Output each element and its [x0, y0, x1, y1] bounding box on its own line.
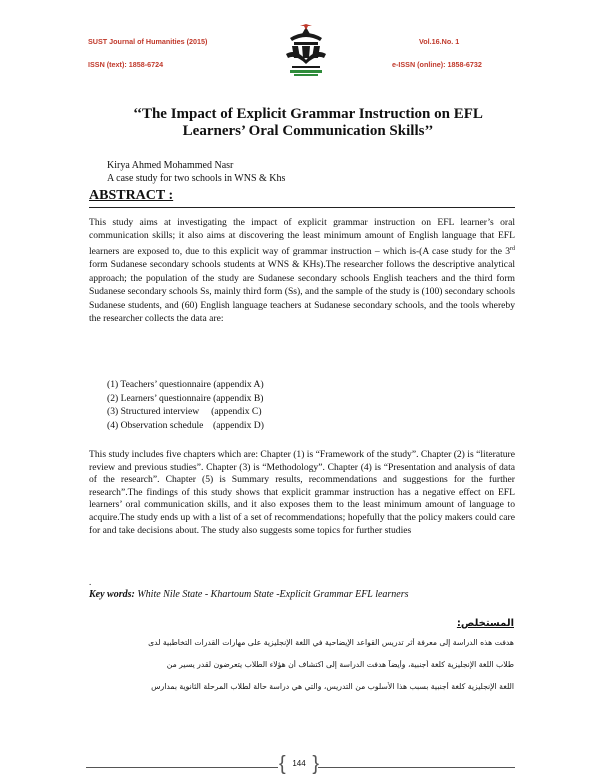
arabic-line: هدفت هذه الدراسة إلى معرفة أثر تدريس القواعد الإيضاحية في اللغة الإنجليزية على مهارات القدرات التخاطبية لدى [148, 638, 514, 647]
journal-name: SUST Journal of Humanities (2015) [88, 37, 208, 46]
arabic-line: اللغة الإنجليزية كلغة أجنبية بسبب هذا الأسلوب من التدريس، والتي هي دراسة حالة لطلاب المرحلة الثانوية بمدارس [151, 682, 514, 691]
keywords-label: Key words: [89, 589, 135, 600]
abstract-paragraph-2: This study includes five chapters which are: Chapter (1) is “Framework of the study”. Chapter (2) is “literature review and previous studies”. Chapter (3) is “Methodology”. Chapter (4) is “Presentation and analysis of data of the research”. Chapter (5) is Summary results, recommendations and suggestions for the further research”.The findings of this study shows that explicit grammar instruction has a negative effect on EFL learners’ oral communication skills, and it also exposes them to the least minimum amount of language to acquire.The study ends up with a list of a set of recommendations; hopefully that the policy makers could care for and take decisions about. The study also suggests some topics for further studies [89, 449, 515, 536]
author-block [107, 159, 285, 185]
keywords-value: White Nile State - Khartoum State -Explicit Grammar EFL learners [134, 589, 409, 600]
list-item: (2) Learners’ questionnaire (appendix B) [107, 392, 264, 404]
author-name: Kirya Ahmed Mohammed Nasr [107, 160, 234, 171]
list-item: (1) Teachers’ questionnaire (appendix A) [107, 379, 264, 390]
paper-title: ‘‘The Impact of Explicit Grammar Instruction on EFL Learners’ Oral Communication Skills’’ [133, 106, 483, 139]
arabic-abstract-heading: المستخلص: [456, 618, 514, 629]
footer-rule-left [86, 767, 278, 768]
author-note: A case study for two schools in WNS & Khs [107, 173, 286, 184]
stray-dot: . [89, 577, 92, 587]
page-number: { 144 } [281, 759, 317, 768]
abstract-paragraph-1: This study aims at investigating the impact of explicit grammar instruction on EFL learner’s oral communication skills; it also aims at discovering the least minimum amount of English language that EFL learners are exposed to, due to this explicit way of grammar instruction – which is-(A case study for the 3rd form Sudanese secondary schools students at WNS & KHs).The researcher follows the descriptive analytical approach; the population of the study are Sudanese secondary schools English teachers and the third form Sudanese secondary schools Ss, mainly third form (Ss), and the sample of the study is (100) secondary schools Sudanese students, and (60) English language teachers at Sudanese secondary schools, and the tools whereby the researcher collects the data are: [89, 217, 515, 325]
abstract-heading: ABSTRACT : [89, 188, 174, 203]
list-item: (4) Observation schedule (appendix D) [107, 419, 264, 431]
keywords [89, 589, 409, 600]
eissn-online: e-ISSN (online): 1858-6732 [392, 60, 482, 69]
arabic-line: طلاب اللغة الإنجليزية كلغة أجنبية، وأيضاً هدفت الدراسة إلى اكتشاف أن هؤلاء الطلاب يتعرضون لقدر يسير من [166, 660, 514, 669]
list-item: (3) Structured interview (appendix C) [107, 406, 262, 418]
issn-text: ISSN (text): 1858-6724 [88, 60, 164, 69]
footer-rule-right [318, 767, 515, 768]
tools-list [107, 378, 264, 432]
abstract-divider [89, 207, 515, 208]
volume-number: Vol.16.No. 1 [419, 37, 460, 46]
university-logo-icon [280, 24, 332, 78]
